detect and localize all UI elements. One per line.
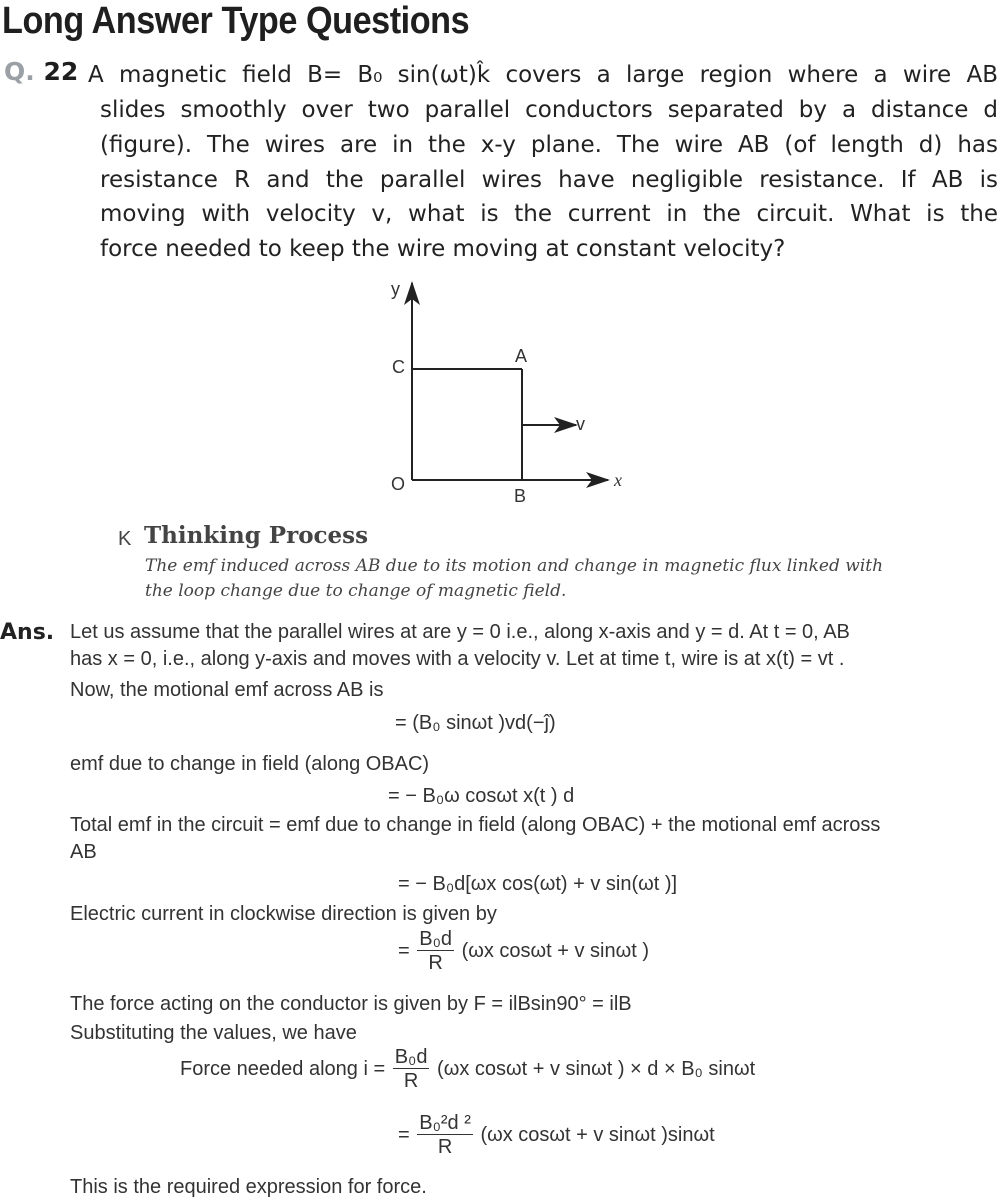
fraction-numerator: B₀²d ² [419, 1112, 471, 1134]
answer-line-5: Total emf in the circuit = emf due to change in field (along OBAC) + the motional emf across [70, 814, 881, 836]
question-line-3: (figure). The wires are in the x-y plane. The wire AB (of length d) has [100, 132, 998, 158]
fraction [417, 1112, 473, 1159]
thinking-process-line-2: the loop change due to change of magnetic field. [145, 581, 567, 601]
equation-current-prefix: = [398, 939, 410, 962]
thinking-process-marker: K [118, 528, 132, 550]
answer-conclusion: This is the required expression for force. [70, 1176, 427, 1198]
point-c-label: C [392, 357, 405, 377]
question-line-4: resistance R and the parallel wires have negligible resistance. If AB is [100, 167, 998, 193]
answer-line-6: AB [70, 841, 97, 863]
answer-line-1: Let us assume that the parallel wires at are y = 0 i.e., along x-axis and y = d. At t = 0, AB [70, 621, 850, 643]
x-axis-label: x [614, 470, 622, 490]
answer-line-8: The force acting on the conductor is given by F = ilBsin90° = ilB [70, 993, 632, 1015]
y-axis-label: y [391, 279, 400, 299]
question-label [4, 57, 78, 86]
thinking-process-title: Thinking Process [144, 522, 369, 549]
equation-force-prefix: Force needed along i = [180, 1057, 386, 1080]
fraction-numerator: B₀d [419, 928, 453, 950]
circuit-figure [380, 275, 640, 515]
equation-force [180, 1046, 755, 1093]
equation-total-emf: = − B₀d[ωx cos(ωt) + v sin(ωt )] [398, 873, 678, 895]
answer-label: Ans. [0, 620, 55, 645]
equation-force-final [398, 1112, 715, 1159]
question-line-6: force needed to keep the wire moving at constant velocity? [100, 236, 786, 262]
fraction [393, 1046, 430, 1093]
equation-force-rest: (ωx cosωt + v sinωt ) × d × B₀ sinωt [437, 1057, 756, 1080]
question-line-1: A magnetic field B= B₀ sin(ωt)k̂ covers a large region where a wire AB [88, 62, 998, 88]
velocity-label: v [576, 414, 585, 434]
answer-line-2: has x = 0, i.e., along y-axis and moves with a velocity v. Let at time t, wire is at x(t) = vt . [70, 648, 845, 670]
thinking-process-line-1: The emf induced across AB due to its motion and change in magnetic flux linked with [145, 556, 884, 576]
fraction [417, 928, 454, 975]
origin-label: O [391, 474, 406, 494]
equation-current [398, 928, 649, 975]
equation-final-rest: (ωx cosωt + v sinωt )sinωt [480, 1123, 715, 1146]
equation-current-rest: (ωx cosωt + v sinωt ) [461, 939, 650, 962]
answer-line-9: Substituting the values, we have [70, 1022, 357, 1044]
question-number: 22 [43, 57, 79, 86]
question-marker: Q. [4, 57, 35, 86]
fraction-numerator: B₀d [394, 1046, 428, 1068]
equation-final-prefix: = [398, 1123, 410, 1146]
equation-motional-emf: = (B₀ sinωt )vd(−ĵ) [395, 712, 556, 734]
point-b-label: B [514, 486, 527, 506]
question-line-2: slides smoothly over two parallel conductors separated by a distance d [100, 97, 998, 123]
fraction-denominator: R [428, 952, 443, 974]
equation-field-emf: = − B₀ω cosωt x(t ) d [388, 785, 575, 807]
question-line-5: moving with velocity v, what is the current in the circuit. What is the [100, 201, 998, 227]
fraction-denominator: R [437, 1136, 453, 1158]
answer-line-7: Electric current in clockwise direction is given by [70, 903, 497, 925]
page-heading: Long Answer Type Questions [2, 0, 470, 42]
answer-line-4: emf due to change in field (along OBAC) [70, 753, 430, 775]
point-a-label: A [515, 346, 528, 366]
answer-line-3: Now, the motional emf across AB is [70, 679, 384, 701]
fraction-denominator: R [403, 1070, 419, 1092]
